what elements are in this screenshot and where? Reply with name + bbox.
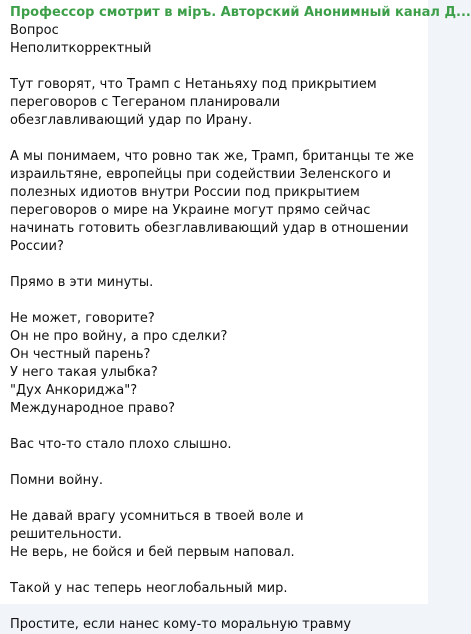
advice-line: Не верь, не бойся и бей первым наповал. (10, 545, 295, 560)
question-line: Не может, говорите? (10, 311, 155, 326)
question-line: Он честный парень? (10, 347, 151, 362)
message-paragraph: Помни войну. (10, 473, 104, 488)
message-paragraph: Тут говорят, что Трамп с Нетаньяху под прикрытием переговоров с Тегераном планировали обезглавливающий удар по Ирану. (10, 77, 377, 128)
channel-name-link[interactable]: Профессор смотрит в міръ. Авторский Анонимный канал Д... (10, 5, 471, 20)
message-paragraph: А мы понимаем, что ровно так же, Трамп, британцы те же израильтяне, европейцы при содействии Зеленского и полезных идиотов внутри России под прикрытием переговоров о мире на Украине могут прямо сейчас начинать готовить обезглавливающий удар в отношении России? (10, 149, 414, 254)
question-line: У него такая улыбка? (10, 365, 158, 380)
message-paragraph: Прямо в эти минуты. (10, 275, 154, 290)
question-block (10, 310, 418, 418)
question-line: Международное право? (10, 401, 176, 416)
question-line: Он не про войну, а про сделки? (10, 329, 228, 344)
question-line: "Дух Анкориджа"? (10, 383, 138, 398)
message-paragraph: Такой у нас теперь неоглобальный мир. (10, 581, 288, 596)
message-paragraph: Вас что-то стало плохо слышно. (10, 437, 232, 452)
advice-line: Не давай врагу усомниться в твоей воле и решительности. (10, 509, 304, 542)
message-paragraph: Простите, если нанес кому-то моральную травму (10, 617, 352, 632)
reply-title[interactable]: Вопрос (10, 23, 59, 38)
reply-subtitle[interactable]: Неполиткорректный (10, 41, 152, 56)
advice-block (10, 508, 418, 562)
message-text (10, 76, 418, 634)
